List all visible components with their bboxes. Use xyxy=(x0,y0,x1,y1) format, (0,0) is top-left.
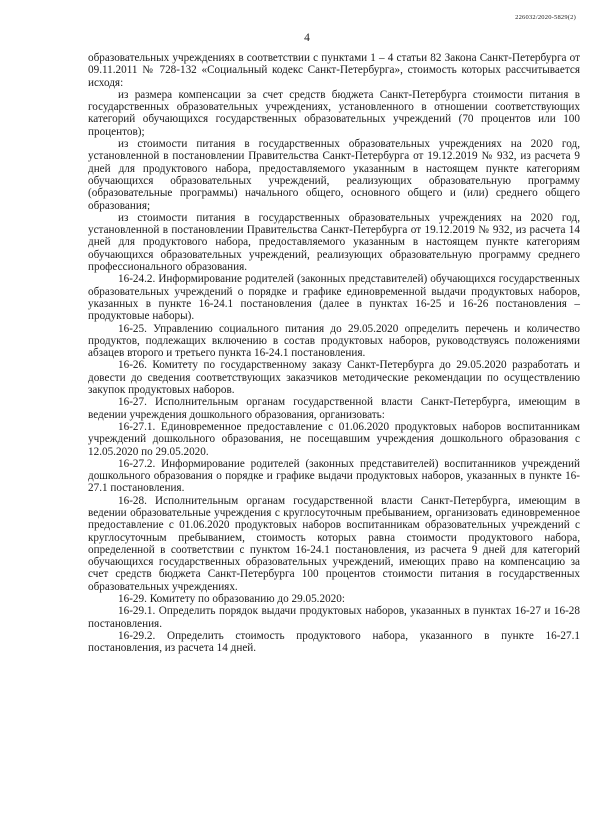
paragraph-16-24-2: 16-24.2. Информирование родителей (законных представителей) обучающихся государственных образовательных учреждений о порядке и графике единовременной выдачи продуктовых наборов, указанных в пункте 16-24.1 постановления (далее в пунктах 16-25 и 16-26 постановления – продуктовые наборы). xyxy=(88,273,580,323)
paragraph-cost-9-days: из стоимости питания в государственных образовательных учреждениях на 2020 год, установленной в постановлении Правительства Санкт-Петербурга от 19.12.2019 № 932, из расчета 9 дней для продуктового набора, предоставляемого указанным в настоящем пункте категориям обучающихся образовательных учреждений, реализующих образовательную программу (образовательные программы) начального общего, основного общего и (или) среднего общего образования; xyxy=(88,138,580,212)
paragraph-cost-14-days: из стоимости питания в государственных образовательных учреждениях на 2020 год, установленной в постановлении Правительства Санкт-Петербурга от 19.12.2019 № 932, из расчета 14 дней для продуктового набора, предоставляемого указанным в настоящем пункте категориям обучающихся образовательных учреждений, реализующих образовательную программу среднего профессионального образования. xyxy=(88,211,580,274)
paragraph-compensation-size: из размера компенсации за счет средств бюджета Санкт-Петербурга стоимости питания в государственных образовательных учреждениях, установленного в отношении соответствующих категорий обучающихся государственных образовательных учреждений (70 процентов или 100 процентов); xyxy=(88,88,580,138)
paragraph-16-29-1: 16-29.1. Определить порядок выдачи продуктовых наборов, указанных в пунктах 16-27 и 16-28 постановления. xyxy=(88,605,580,630)
document-body xyxy=(88,52,580,655)
paragraph-16-25: 16-25. Управлению социального питания до 29.05.2020 определить перечень и количество продуктов, подлежащих включению в состав продуктовых наборов, руководствуясь положениями абзацев второго и третьего пункта 16-24.1 постановления. xyxy=(88,322,580,360)
paragraph-16-27: 16-27. Исполнительным органам государственной власти Санкт-Петербурга, имеющим в ведении учреждения дошкольного образования, организовать: xyxy=(88,396,580,421)
paragraph-16-29: 16-29. Комитету по образованию до 29.05.2020: xyxy=(118,593,345,606)
document-registration-number: 226032/2020-5829(2) xyxy=(515,14,576,21)
paragraph-continuation: образовательных учреждениях в соответствии с пунктами 1 – 4 статьи 82 Закона Санкт-Петербурга от 09.11.2011 № 728-132 «Социальный кодекс Санкт-Петербурга», стоимость которых рассчитывается исходя: xyxy=(88,52,580,89)
paragraph-16-27-2: 16-27.2. Информирование родителей (законных представителей) воспитанников учреждений дошкольного образования о порядке и графике выдачи продуктовых наборов, указанных в пункте 16-27.1 постановления. xyxy=(88,457,580,495)
paragraph-16-29-2: 16-29.2. Определить стоимость продуктового набора, указанного в пункте 16-27.1 постановления, из расчета 14 дней. xyxy=(88,629,580,655)
paragraph-16-26: 16-26. Комитету по государственному заказу Санкт-Петербурга до 29.05.2020 разработать и довести до сведения соответствующих заказчиков методические рекомендации по осуществлению закупок продуктовых наборов. xyxy=(88,359,580,397)
paragraph-16-28: 16-28. Исполнительным органам государственной власти Санкт-Петербурга, имеющим в ведении образовательные учреждения с круглосуточным пребыванием, организовать единовременное предоставление с 01.06.2020 продуктовых наборов воспитанникам образовательных учреждений с круглосуточным пребыванием, стоимость которых равна стоимости продуктового набора, определенной в соответствии с пунктом 16-24.1 постановления, из расчета 9 дней для категорий обучающихся государственных образовательных учреждений, имеющих право на компенсацию за счет средств бюджета Санкт-Петербурга 100 процентов стоимости питания в государственных образовательных учреждениях. xyxy=(88,494,580,593)
paragraph-16-27-1: 16-27.1. Единовременное предоставление с 01.06.2020 продуктовых наборов воспитанникам учреждений дошкольного образования, не посещавшим учреждения дошкольного образования с 12.05.2020 по 29.05.2020. xyxy=(88,420,580,458)
page-number: 4 xyxy=(304,32,310,44)
